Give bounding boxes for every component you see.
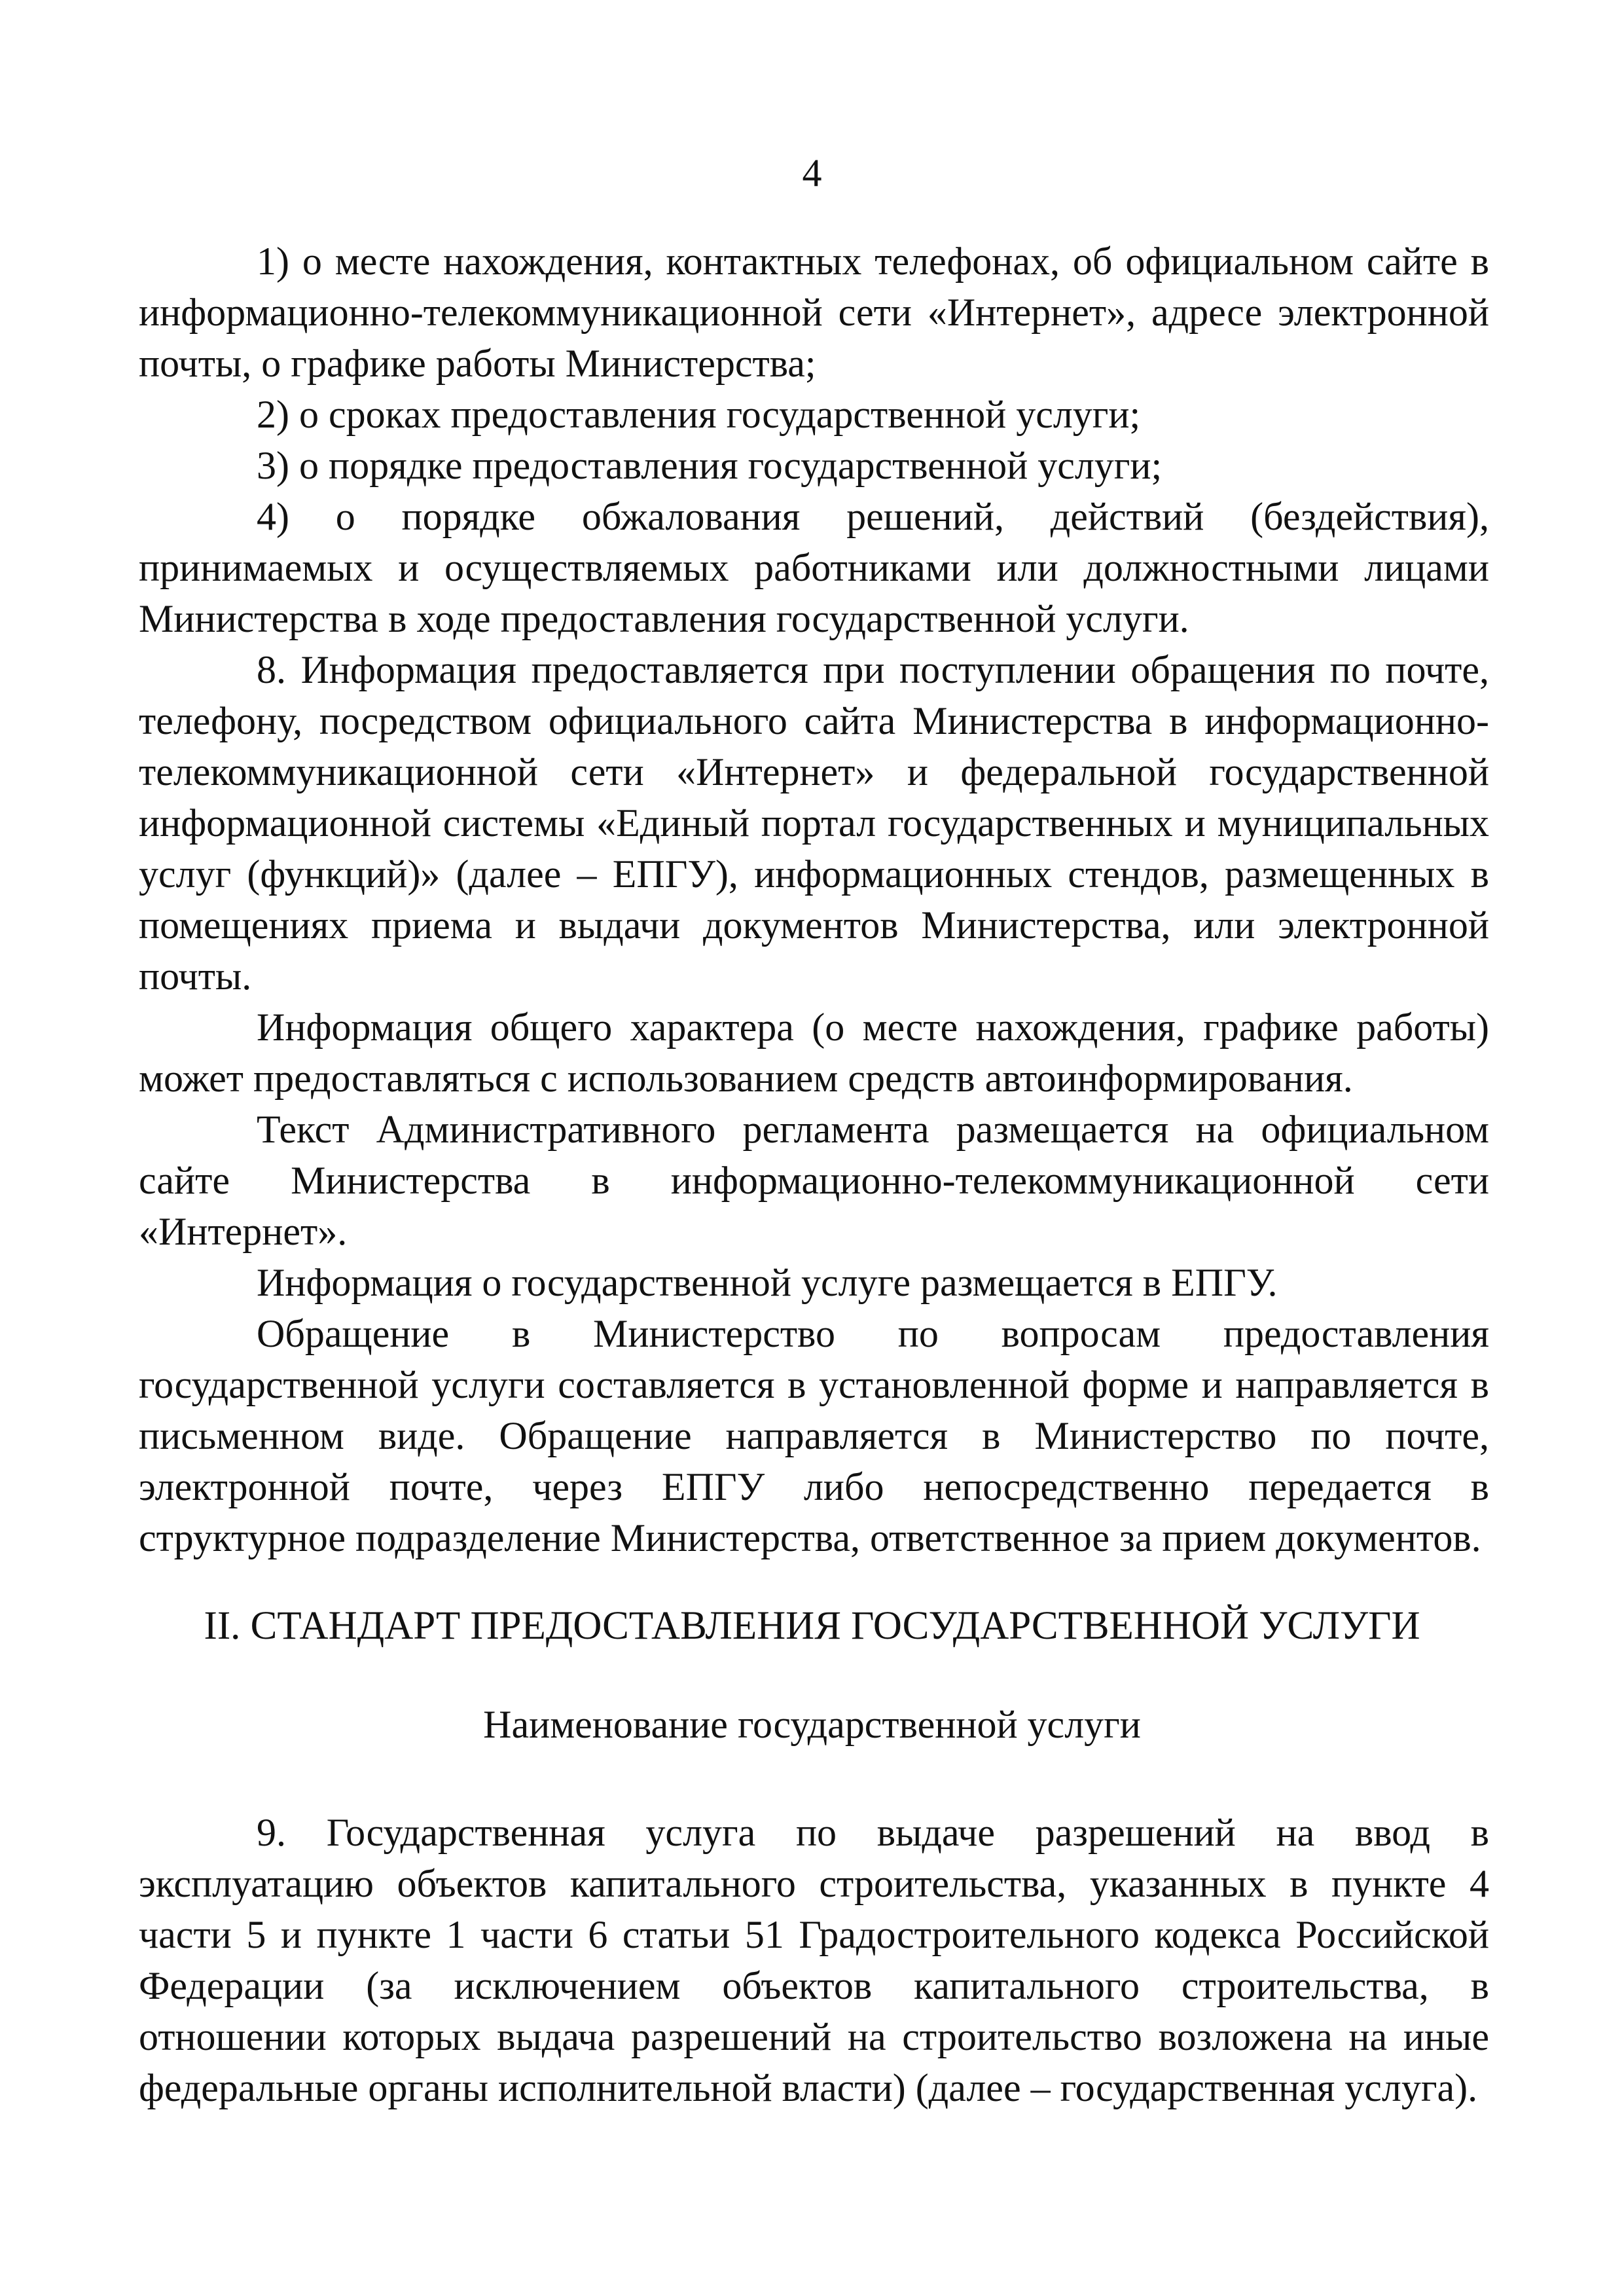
paragraph-general-info: Информация общего характера (о месте нахождения, графике работы) может предоставляться с использованием средств автоинформирования. — [139, 1006, 1489, 1100]
paragraph-item-3: 3) о порядке предоставления государственной услуги; — [257, 444, 1163, 487]
paragraph-regulation-text: Текст Административного регламента размещается на официальном сайте Министерства в информационно-телекоммуникационной сети «Интернет». — [139, 1108, 1489, 1253]
paragraph-epgu-info: Информация о государственной услуге размещается в ЕПГУ. — [257, 1261, 1278, 1304]
paragraph-item-1: 1) о месте нахождения, контактных телефонах, об официальном сайте в информационно-телекоммуникационной сети «Интернет», адресе электронной почты, о графике работы Министерства; — [139, 240, 1489, 385]
paragraph-8: 8. Информация предоставляется при поступлении обращения по почте, телефону, посредством официального сайта Министерства в информационно-телекоммуникационной сети «Интернет» и федеральной государственной информационной системы «Единый портал государственных и муниципальных услуг (функций)» (далее – ЕПГУ), информационных стендов, размещенных в помещениях приема и выдачи документов Министерства, или электронной почты. — [139, 648, 1489, 998]
body-text-section-2 — [139, 1807, 1489, 2113]
paragraph-item-4: 4) о порядке обжалования решений, действий (бездействия), принимаемых и осуществляемых работниками или должностными лицами Министерства в ходе предоставления государственной услуги. — [139, 495, 1489, 640]
page-number: 4 — [802, 151, 822, 194]
subsection-title: Наименование государственной услуги — [483, 1703, 1141, 1746]
paragraph-9: 9. Государственная услуга по выдаче разрешений на ввод в эксплуатацию объектов капитального строительства, указанных в пункте 4 части 5 и пункте 1 части 6 статьи 51 Градостроительного кодекса Российской Федерации (за исключением объектов капитального строительства, в отношении которых выдача разрешений на строительство возложена на иные федеральные органы исполнительной власти) (далее – государственная услуга). — [139, 1811, 1489, 2109]
paragraph-appeal: Обращение в Министерство по вопросам предоставления государственной услуги составляется в установленной форме и направляется в письменном виде. Обращение направляется в Министерство по почте, электронной почте, через ЕПГУ либо непосредственно передается в структурное подразделение Министерства, ответственное за прием документов. — [139, 1312, 1489, 1559]
section-title: II. СТАНДАРТ ПРЕДОСТАВЛЕНИЯ ГОСУДАРСТВЕННОЙ УСЛУГИ — [204, 1604, 1420, 1648]
paragraph-item-2: 2) о сроках предоставления государственной услуги; — [257, 393, 1141, 436]
body-text — [139, 236, 1489, 1563]
